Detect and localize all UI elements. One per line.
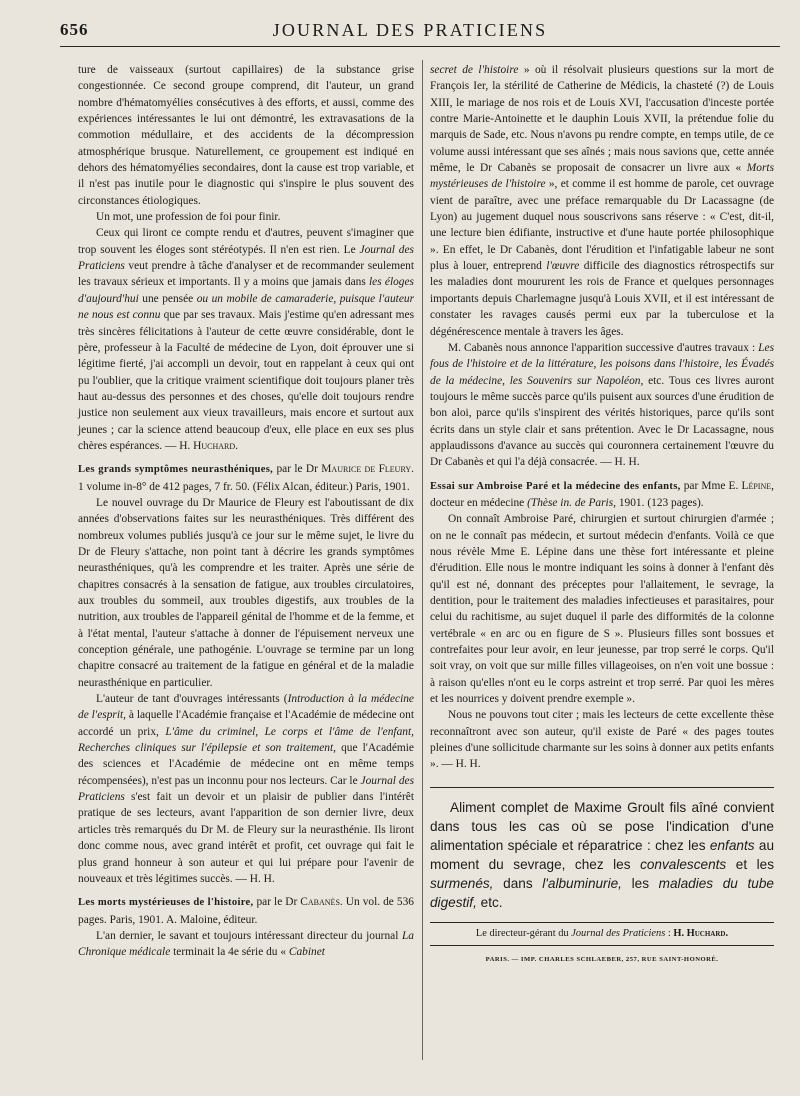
- director-name: H. Huchard.: [673, 927, 729, 939]
- paragraph: Un mot, une profession de foi pour finir.: [96, 211, 281, 224]
- column-divider: [422, 60, 423, 1060]
- running-head: [60, 20, 760, 46]
- review-title: Les grands symptômes neurasthéniques,: [78, 464, 274, 476]
- paragraph: On connaît Ambroise Paré, chirurgien et surtout chirurgien d'armée ; on ne le connaît pas médecin, et surtout médecin d'enfants. Voilà ce que nous révèle Mme E. Lépine dans une thèse fort intéressante et pleine d'érudition. Elle nous le montre indiquant les soins à donner à l'enfant dès qu'il est né, donnant des préceptes pour l'allaitement, le sevrage, la dentition, pour le traitement des maladies infectieuses et parasitaires, pour celui du rachitisme, au sujet duquel il parle des difformités de la colonne vertébrale « en arc ou en figure de S ». Plusieurs filles sont bossues et contrefaites pour leur avoir, en leur jeunesse, par trop serré le corps. Qu'il soit vray, on voit que sur mille filles villageoises, on n'en voit une bossue : à raison qu'elles n'ont eu le corps astreint et trop serré. Par quoi les mères et les nourrices y doivent prendre exemple ».: [430, 513, 774, 706]
- left-column: [78, 62, 414, 961]
- right-column: [430, 62, 774, 968]
- paragraph: Le nouvel ouvrage du Dr Maurice de Fleury est l'aboutissant de dix années d'observations faites sur les neurasthéniques. Très différent des nombreux volumes publiés jusqu'à ce jour sur le même sujet, le livre du Dr de Fleury s'attache, non point tant à décrire les grands symptômes neurasthéniques, qu'à les comprendre et les traiter. Après une série de chapitres consacrés à la sensation de fatigue, aux troubles circulatoires, aux troubles du sommeil, aux troubles digestifs, aux troubles de la nutrition, aux troubles de l'appareil génital de l'homme et de la femme, et à l'état mental, l'auteur s'attache à donner de l'épuisement nerveux une conception générale, une pathogénie. L'ouvrage se termine par un long chapitre consacré au traitement de la fatigue en général et de la maladie neurasthénique en particulier.: [78, 496, 414, 689]
- paragraph: Nous ne pouvons tout citer ; mais les lecteurs de cette excellente thèse reconnaîtront avec son auteur, qu'il existe de Paré « des pages toutes pleines d'une sollicitude charmante sur les soins à donner aux petits enfants ». — H. H.: [430, 709, 774, 771]
- page-number: 656: [60, 20, 89, 39]
- review-title: Essai sur Ambroise Paré et la médecine des enfants,: [430, 480, 681, 492]
- paragraph: Ceux qui liront ce compte rendu et d'autres, peuvent s'imaginer que trop souvent les éloges sont stéréotypés. Il n'en est rien. Le Journal des Praticiens veut prendre à tâche d'analyser et de recommander seulement les travaux sérieux et importants. Il y a moins que jamais dans les éloges d'aujourd'hui une pensée ou un mobile de camaraderie, puisque l'auteur ne nous est connu que par ses travaux. Mais j'estime qu'en adressant mes très sincères félicitations à l'auteur de cette œuvre considérable, dont le père, professeur à la Faculté de médecine de Lyon, doit éprouver une si légitime fierté, j'ai accompli un devoir, tout en rappelant à ceux qui ont pu l'oublier, que la critique vraiment scientifique doit toujours planer très haut au-dessus des personnes et des choses, qu'elle doit toujours rendre justice non seulement aux vieux travailleurs, mais encore et surtout aux jeunes ; car la science attend beaucoup d'eux, elle place en eux ses plus chères espérances. — H. Huchard.: [78, 227, 415, 452]
- review-author: Maurice de Fleury.: [321, 463, 414, 476]
- advertisement: [430, 787, 774, 912]
- advertisement-text: Aliment complet de Maxime Groult fils aîné convient dans tous les cas où se pose l'indication d'une alimentation spéciale et réparatrice : chez les enfants au moment du sevrage, chez les convalescents et les surmenés, dans l'albuminurie, les maladies du tube digestif, etc.: [430, 799, 775, 910]
- review-heading: Les grands symptômes neurasthéniques, par le Dr Maurice de Fleury. 1 volume in-8° de 412 pages, 7 fr. 50. (Félix Alcan, éditeur.) Paris, 1901.: [78, 463, 414, 493]
- review-title: Les morts mystérieuses de l'histoire,: [78, 897, 254, 909]
- journal-name: Journal des Praticiens: [78, 243, 414, 273]
- journal-title: JOURNAL DES PRATICIENS: [272, 20, 548, 40]
- paragraph: L'auteur de tant d'ouvrages intéressants (Introduction à la médecine de l'esprit, à laquelle l'Académie française et l'Académie de médecine ont accordé un prix, L'âme du criminel, Le corps et l'âme de l'enfant, Recherches cliniques sur l'épilepsie et son traitement, que l'Académie des sciences et l'Académie de médecine ont en même temps récompensées), n'est pas un inconnu pour nos lecteurs. Car le Journal des Praticiens s'est fait un devoir et un plaisir de publier dans l'intérêt pratique de ses lecteurs, avant l'apparition de son dernier livre, deux articles très remarqués du Dr M. de Fleury sur la neurasthénie. Ils liront donc comme nous, avec grand intérêt et profit, cet ouvrage qui fait le plus grand honneur à son auteur et qui lui prépare pour l'avenir de nouveaux et très légitimes succès. — H. H.: [78, 693, 415, 885]
- paragraph: ture de vaisseaux (surtout capillaires) de la substance grise congestionnée. Ce second groupe comprend, dit l'auteur, un grand nombre d'hématomyélies consécutives à des efforts, et aussi, comme des expériences intéressantes le lui ont démontré, les extravasations de la commotion médullaire, et des accidents de la décompression atmosphérique brusque. Naturellement, ce groupement est indiqué en dehors des hématomyélies secondaires, dont la cause est trop variable, et il n'est pas inutile pour le diagnostic qui s'inspire le plus souvent des circonstances étiologiques.: [78, 64, 414, 207]
- paragraph: L'an dernier, le savant et toujours intéressant directeur du journal La Chronique médicale terminait la 4e série du « Cabinet: [78, 929, 414, 959]
- review-heading: Les morts mystérieuses de l'histoire, par le Dr Cabanès. Un vol. de 536 pages. Paris, 1901. A. Maloine, éditeur.: [78, 896, 414, 926]
- review-author: Cabanès.: [300, 896, 343, 909]
- review-heading: Essai sur Ambroise Paré et la médecine des enfants, par Mme E. Lépine, docteur en médecine (Thèse in. de Paris, 1901. (123 pages).: [430, 479, 774, 509]
- signature: Huchard.: [193, 439, 238, 452]
- printer-imprint: PARIS. — IMP. CHARLES SCHLAEBER, 257, RUE SAINT-HONORÉ.: [485, 956, 719, 964]
- paragraph: secret de l'histoire » où il résolvait plusieurs questions sur la mort de François Ier, la stérilité de Catherine de Médicis, la chasteté (?) de Louis XIII, le mariage de nos rois et de Louis XVI, l'accusation d'inceste portée contre Marie-Antoinette et le dauphin Louis XVII, la prétendue folie du marquis de Sade, etc. Nous n'avons pu rendre compte, en temps utile, de ce volume aussi intéressant que ses aînés ; mais nous savions que, cette année même, le Dr Cabanès se proposait de consacrer un livre aux « Morts mystérieuses de l'histoire », et comme il est homme de parole, cet ouvrage vient de paraître, avec une préface remarquable du Dr Lacassagne (de Lyon) au jugement duquel nous souscrivons sans réserve : « C'est, dit-il, une lecture bien édifiante, instructive et d'une haute portée philosophique ». En effet, le Dr Cabanès, dont l'érudition et l'infatigable labeur ne sont plus à louer, entreprend l'œuvre difficile des diagnostics rétrospectifs sur les maladies dont moururent les rois de France et quelques personnages importants depuis Charlemagne jusqu'à Louis XVII, et il est intéressant de constater les ravages causés permi eux par la tuberculose et la dégénérescence mentale à travers les âges.: [430, 64, 775, 338]
- publisher-footer: Le directeur-gérant du Journal des Praticiens : H. Huchard.: [430, 922, 774, 946]
- review-author: Lépine,: [741, 479, 774, 492]
- paragraph: M. Cabanès nous annonce l'apparition successive d'autres travaux : Les fous de l'histoire et de la littérature, les poisons dans l'histoire, les Évadés de la médecine, les Souvenirs sur Napoléon, etc. Tous ces livres auront toujours le même succès parce qu'ils puisent aux sources d'une érudition de bon aloi, parce qu'ils s'inspirent des vérités historiques, parce qu'ils sont écrits dans un style clair et sans prétention. Avec le Dr Lacassagne, nous applaudissons d'avance au succès qui couronnera certainement l'œuvre du Dr Cabanès et qui l'a déjà consacrée. — H. H.: [430, 341, 774, 469]
- header-rule: [60, 46, 780, 47]
